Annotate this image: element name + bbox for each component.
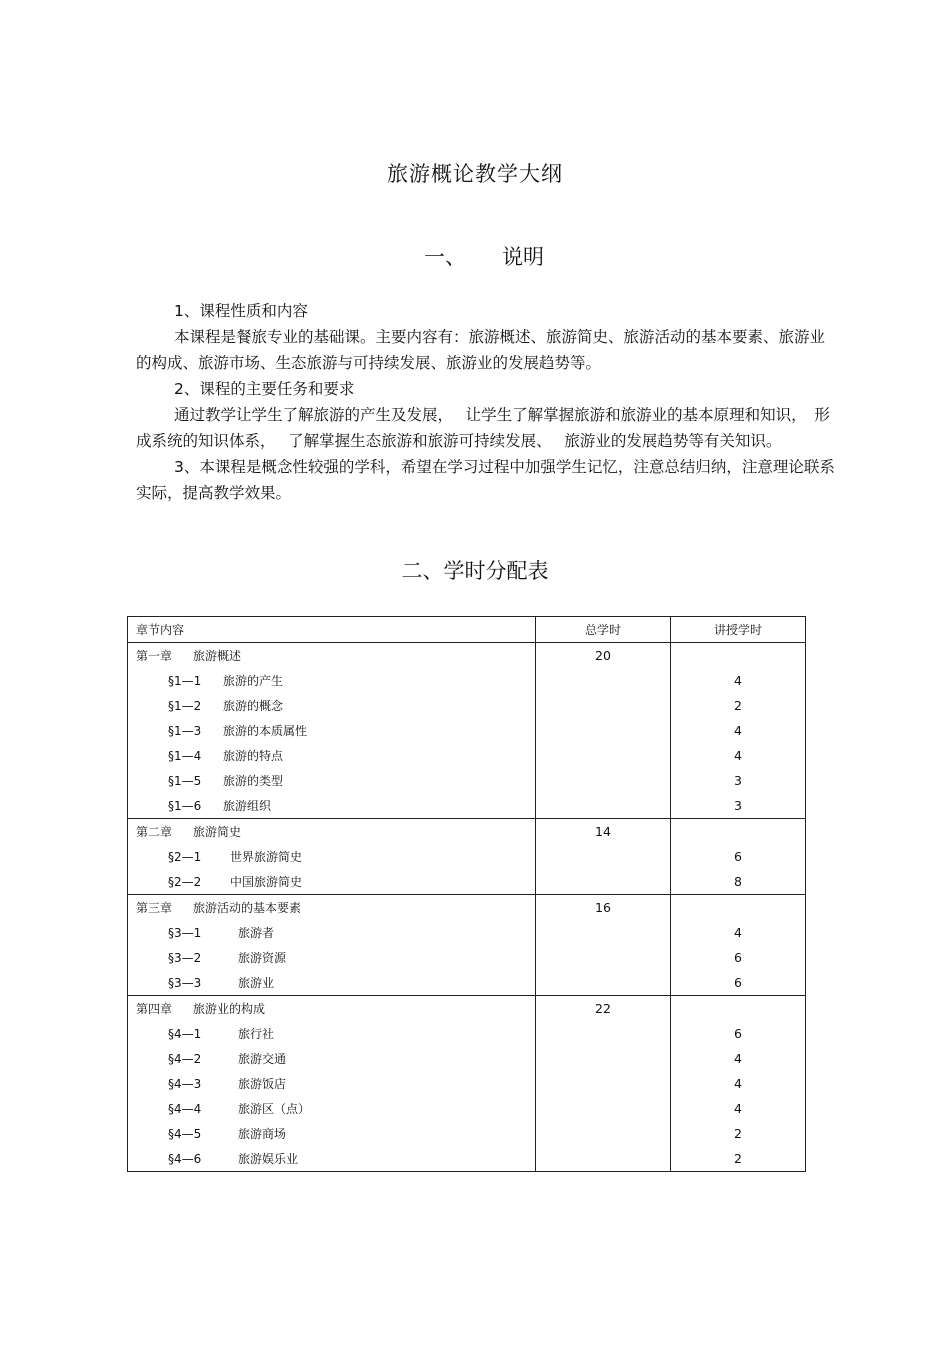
section-title-cell <box>128 718 536 743</box>
section-title-cell <box>128 1096 536 1121</box>
section-name: 旅游商场 <box>238 1127 287 1141</box>
section-hours: 2 <box>734 1151 742 1166</box>
chapter-total-hours: 20 <box>536 643 671 668</box>
chapter-number: 第二章 <box>136 825 173 839</box>
section-number: §3—2 <box>168 950 202 965</box>
empty-cell <box>536 793 671 818</box>
table-row <box>128 693 805 718</box>
chapter-title-cell <box>128 643 536 668</box>
subheading-course-nature: 1、课程性质和内容 <box>174 302 308 320</box>
table-row <box>128 895 805 920</box>
section-name: 旅行社 <box>238 1027 275 1041</box>
empty-cell <box>536 668 671 693</box>
empty-cell <box>536 920 671 945</box>
section-name: 旅游的类型 <box>223 774 284 788</box>
hours-allocation-table <box>127 616 806 1172</box>
table-row <box>128 743 805 768</box>
section-title-cell <box>128 793 536 818</box>
section-name: 旅游的本质属性 <box>223 724 308 738</box>
table-row <box>128 1121 805 1146</box>
empty-cell <box>536 693 671 718</box>
section-title-cell <box>128 668 536 693</box>
section-name: 旅游者 <box>238 926 275 940</box>
section-hours: 6 <box>734 975 742 990</box>
section-number: §4—3 <box>168 1076 202 1091</box>
section-name: 旅游业 <box>238 976 275 990</box>
chapter-name: 旅游概述 <box>193 649 242 663</box>
empty-cell <box>536 869 671 894</box>
table-header-row <box>128 617 805 643</box>
chapter-total-hours: 14 <box>536 819 671 844</box>
chapter-group-1 <box>128 643 805 819</box>
section-name: 旅游组织 <box>223 799 272 813</box>
chapter-group-2 <box>128 819 805 895</box>
section-hours: 6 <box>734 849 742 864</box>
table-row <box>128 1071 805 1096</box>
chapter-number: 第一章 <box>136 649 173 663</box>
empty-cell <box>536 768 671 793</box>
section-hours: 6 <box>734 1026 742 1041</box>
section-number: §4—6 <box>168 1151 202 1166</box>
table-row <box>128 718 805 743</box>
section-name: 旅游饭店 <box>238 1077 287 1091</box>
table-row <box>128 793 805 818</box>
section-title-cell <box>128 869 536 894</box>
chapter-name: 旅游简史 <box>193 825 242 839</box>
paragraph-course-tasks: 通过教学让学生了解旅游的产生及发展， 让学生了解掌握旅游和旅游业的基本原理和知识， 形成系统的知识体系， 了解掌握生态旅游和旅游可持续发展、 旅游业的发展趋势等有关知识。 <box>136 406 830 450</box>
section-name: 旅游的产生 <box>223 674 284 688</box>
table-row <box>128 996 805 1021</box>
section-number: §1—5 <box>168 773 202 788</box>
chapter-group-4 <box>128 996 805 1171</box>
empty-cell <box>536 970 671 995</box>
paragraph-course-note: 3、本课程是概念性较强的学科，希望在学习过程中加强学生记忆，注意总结归纳，注意理论联系实际，提高教学效果。 <box>136 458 835 502</box>
section-name: 旅游区（点） <box>238 1102 311 1116</box>
section-title-cell <box>128 945 536 970</box>
empty-cell <box>536 1046 671 1071</box>
empty-cell <box>671 643 805 668</box>
empty-cell <box>536 743 671 768</box>
section-heading-explanation <box>0 241 950 271</box>
table-row <box>128 844 805 869</box>
chapter-title-cell <box>128 819 536 844</box>
section-title-cell <box>128 743 536 768</box>
subheading-course-tasks: 2、课程的主要任务和要求 <box>174 380 355 398</box>
section-title-cell <box>128 1146 536 1171</box>
table-row <box>128 869 805 894</box>
chapter-number: 第四章 <box>136 1002 173 1016</box>
section-number: §1—6 <box>168 798 202 813</box>
section-name: 旅游资源 <box>238 951 287 965</box>
empty-cell <box>536 1121 671 1146</box>
table-row <box>128 768 805 793</box>
section-name: 中国旅游简史 <box>230 875 303 889</box>
empty-cell <box>671 819 805 844</box>
chapter-name: 旅游业的构成 <box>193 1002 266 1016</box>
section-hours: 4 <box>734 1051 742 1066</box>
empty-cell <box>536 1071 671 1096</box>
section-name: 旅游交通 <box>238 1052 287 1066</box>
empty-cell <box>671 895 805 920</box>
section-hours: 4 <box>734 1101 742 1116</box>
chapter-total-hours: 22 <box>536 996 671 1021</box>
section-number: §1—1 <box>168 673 202 688</box>
section-hours: 4 <box>734 673 742 688</box>
section-name: 旅游的特点 <box>223 749 284 763</box>
section-number: §1—3 <box>168 723 202 738</box>
section-title-cell <box>128 768 536 793</box>
document-title: 旅游概论教学大纲 <box>387 162 563 186</box>
section-number: §2—1 <box>168 849 202 864</box>
header-total-hours: 总学时 <box>536 617 671 642</box>
section-number: §4—1 <box>168 1026 202 1041</box>
section-title-cell <box>128 693 536 718</box>
section-name: 旅游的概念 <box>223 699 284 713</box>
header-chapter-content: 章节内容 <box>128 617 536 642</box>
chapter-number: 第三章 <box>136 901 173 915</box>
empty-cell <box>536 1146 671 1171</box>
section-name: 世界旅游简史 <box>230 850 303 864</box>
empty-cell <box>536 718 671 743</box>
section-hours: 3 <box>734 773 742 788</box>
chapter-title-cell <box>128 895 536 920</box>
empty-cell <box>536 844 671 869</box>
section-heading-text: 说明 <box>502 245 544 269</box>
empty-cell <box>536 1096 671 1121</box>
chapter-title-cell <box>128 996 536 1021</box>
section-number: §4—5 <box>168 1126 202 1141</box>
section-number: §4—4 <box>168 1101 202 1116</box>
section-title-cell <box>128 1121 536 1146</box>
empty-cell <box>536 945 671 970</box>
section-number: §4—2 <box>168 1051 202 1066</box>
section-hours: 4 <box>734 723 742 738</box>
section-hours: 6 <box>734 950 742 965</box>
explanation-body <box>136 298 836 506</box>
section-hours: 8 <box>734 874 742 889</box>
section-hours: 2 <box>734 698 742 713</box>
empty-cell <box>536 1021 671 1046</box>
section-number: §3—1 <box>168 925 202 940</box>
paragraph-course-content: 本课程是餐旅专业的基础课。主要内容有：旅游概述、旅游简史、旅游活动的基本要素、旅游业的构成、旅游市场、生态旅游与可持续发展、旅游业的发展趋势等。 <box>136 328 826 372</box>
section-title-cell <box>128 1046 536 1071</box>
section-title-cell <box>128 844 536 869</box>
section-hours: 4 <box>734 925 742 940</box>
section-title-cell <box>128 1021 536 1046</box>
section-title-cell <box>128 970 536 995</box>
table-row <box>128 945 805 970</box>
header-lecture-hours: 讲授学时 <box>713 623 762 637</box>
section-number: §1—2 <box>168 698 202 713</box>
chapter-name: 旅游活动的基本要素 <box>193 901 302 915</box>
section-hours: 4 <box>734 1076 742 1091</box>
section-number: §3—3 <box>168 975 202 990</box>
section-title-cell <box>128 920 536 945</box>
table-row <box>128 1046 805 1071</box>
section-hours: 4 <box>734 748 742 763</box>
section-hours: 2 <box>734 1126 742 1141</box>
table-row <box>128 668 805 693</box>
chapter-group-3 <box>128 895 805 996</box>
section-title-cell <box>128 1071 536 1096</box>
table-row <box>128 1096 805 1121</box>
table-row <box>128 643 805 668</box>
empty-cell <box>671 996 805 1021</box>
section-name: 旅游娱乐业 <box>238 1152 299 1166</box>
table-row <box>128 920 805 945</box>
section-number: §2—2 <box>168 874 202 889</box>
section-hours: 3 <box>734 798 742 813</box>
chapter-total-hours: 16 <box>536 895 671 920</box>
table-row <box>128 819 805 844</box>
table-row <box>128 1021 805 1046</box>
section-number: §1—4 <box>168 748 202 763</box>
table-row <box>128 970 805 995</box>
table-row <box>128 1146 805 1171</box>
section-heading-hours-table: 二、学时分配表 <box>401 559 549 583</box>
section-number: 一、 <box>424 245 466 269</box>
